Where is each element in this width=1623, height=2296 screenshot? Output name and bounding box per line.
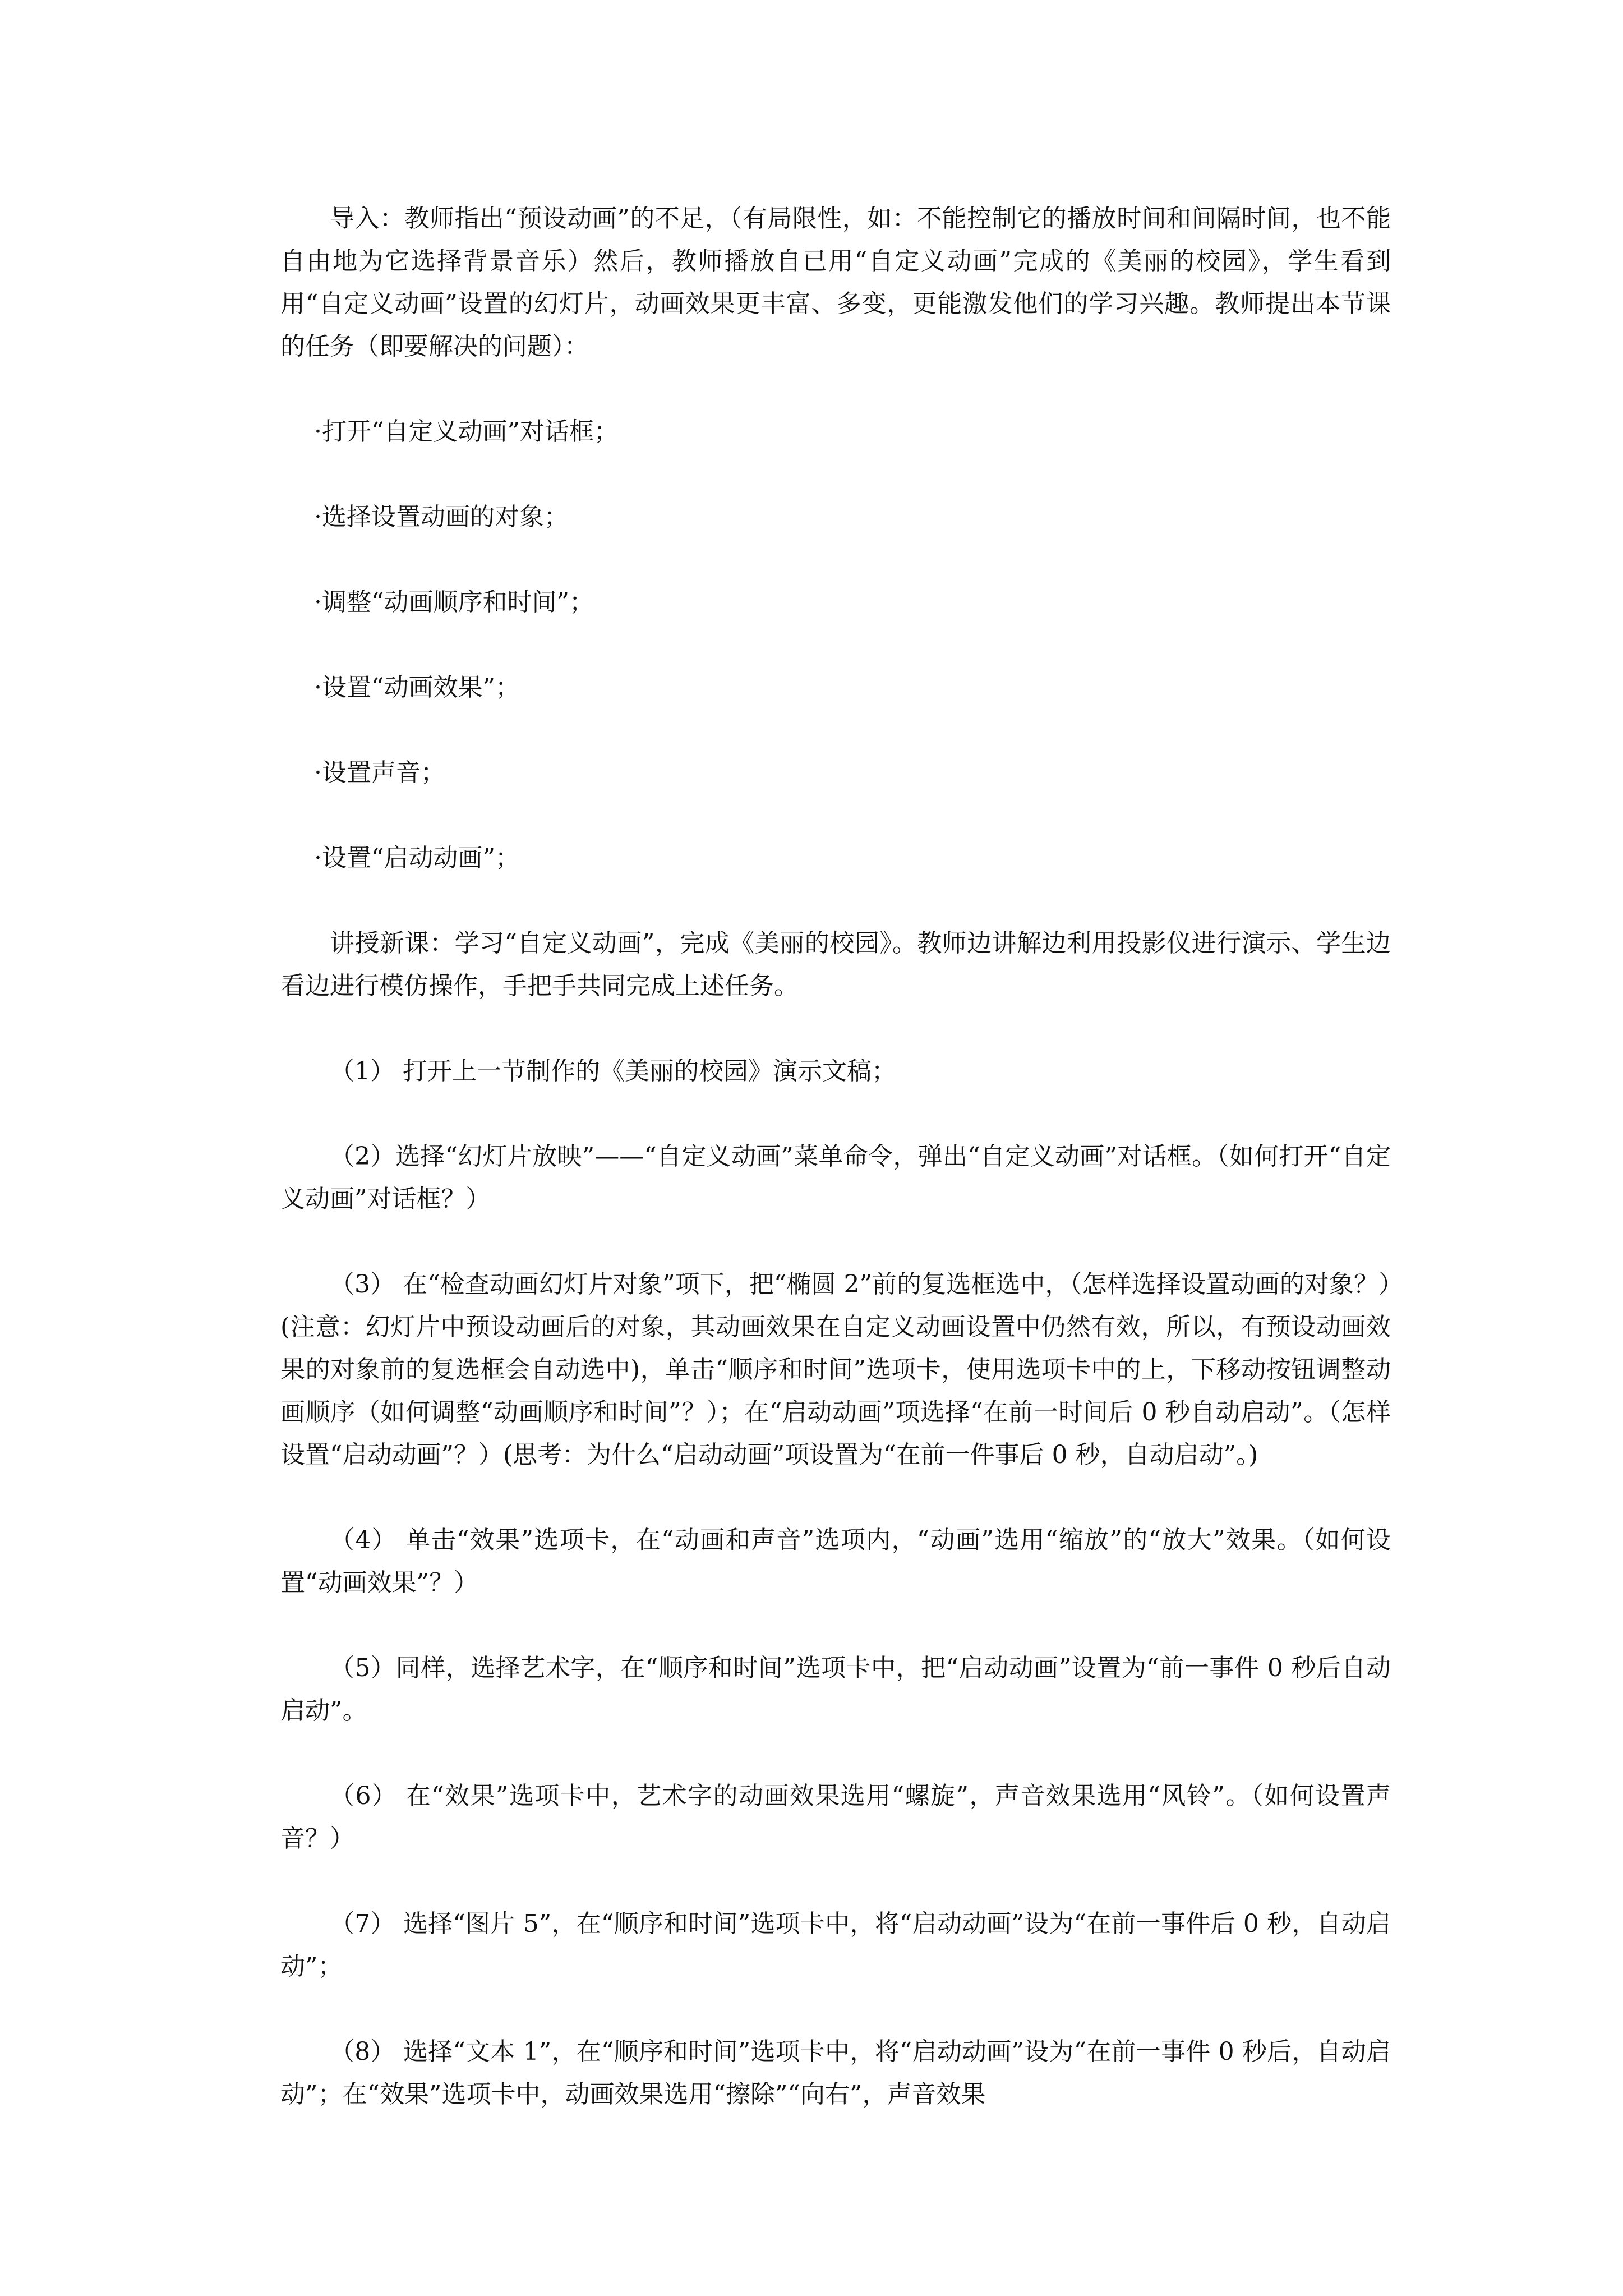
- step-paragraph: （3） 在“检查动画幻灯片对象”项下，把“椭圆 2”前的复选框选中，（怎样选择设置动画的对象？）(注意：幻灯片中预设动画后的对象，其动画效果在自定义动画设置中仍然有效，所以，有预设动画效果的对象前的复选框会自动选中)，单击“顺序和时间”选项卡，使用选项卡中的上，下移动按钮调整动画顺序（如何调整“动画顺序和时间”？）；在“启动动画”项选择“在前一时间后 0 秒自动启动”。（怎样设置“启动动画”？）(思考：为什么“启动动画”项设置为“在前一件事后 0 秒，自动启动”。): [280, 1270, 1391, 1469]
- task-item: ·设置“启动动画”；: [314, 844, 520, 872]
- step-paragraph: （7） 选择“图片 5”，在“顺序和时间”选项卡中，将“启动动画”设为“在前一事件后 0 秒，自动启动”；: [280, 1910, 1391, 1981]
- step-paragraph: （4） 单击“效果”选项卡，在“动画和声音”选项内，“动画”选用“缩放”的“放大”效果。（如何设置“动画效果”？）: [280, 1526, 1391, 1597]
- task-item: ·调整“动画顺序和时间”；: [314, 588, 594, 616]
- document-body: [280, 197, 1391, 2116]
- step-paragraph: （5）同样，选择艺术字，在“顺序和时间”选项卡中，把“启动动画”设置为“前一事件 0 秒后自动启动”。: [280, 1654, 1391, 1725]
- task-item: ·设置“动画效果”；: [314, 673, 520, 702]
- task-item: ·设置声音；: [314, 758, 445, 787]
- step-paragraph: （1） 打开上一节制作的《美丽的校园》演示文稿；: [330, 1057, 896, 1085]
- task-item: ·选择设置动画的对象；: [314, 503, 569, 531]
- lesson-paragraph: 讲授新课：学习“自定义动画”，完成《美丽的校园》。教师边讲解边利用投影仪进行演示、学生边看边进行模仿操作，手把手共同完成上述任务。: [280, 929, 1391, 1000]
- step-paragraph: （2）选择“幻灯片放映”——“自定义动画”菜单命令，弹出“自定义动画”对话框。（如何打开“自定义动画”对话框？）: [280, 1142, 1391, 1213]
- step-paragraph: （6） 在“效果”选项卡中，艺术字的动画效果选用“螺旋”，声音效果选用“风铃”。（如何设置声音？）: [280, 1782, 1391, 1853]
- step-paragraph: （8） 选择“文本 1”，在“顺序和时间”选项卡中，将“启动动画”设为“在前一事件 0 秒后，自动启动”；在“效果”选项卡中，动画效果选用“擦除”“向右”，声音效果: [280, 2037, 1391, 2109]
- intro-paragraph: 导入：教师指出“预设动画”的不足，（有局限性，如：不能控制它的播放时间和间隔时间，也不能自由地为它选择背景音乐）然后，教师播放自已用“自定义动画”完成的《美丽的校园》，学生看到用“自定义动画”设置的幻灯片，动画效果更丰富、多变，更能激发他们的学习兴趣。教师提出本节课的任务（即要解决的问题）：: [280, 204, 1391, 361]
- task-item: ·打开“自定义动画”对话框；: [314, 417, 619, 446]
